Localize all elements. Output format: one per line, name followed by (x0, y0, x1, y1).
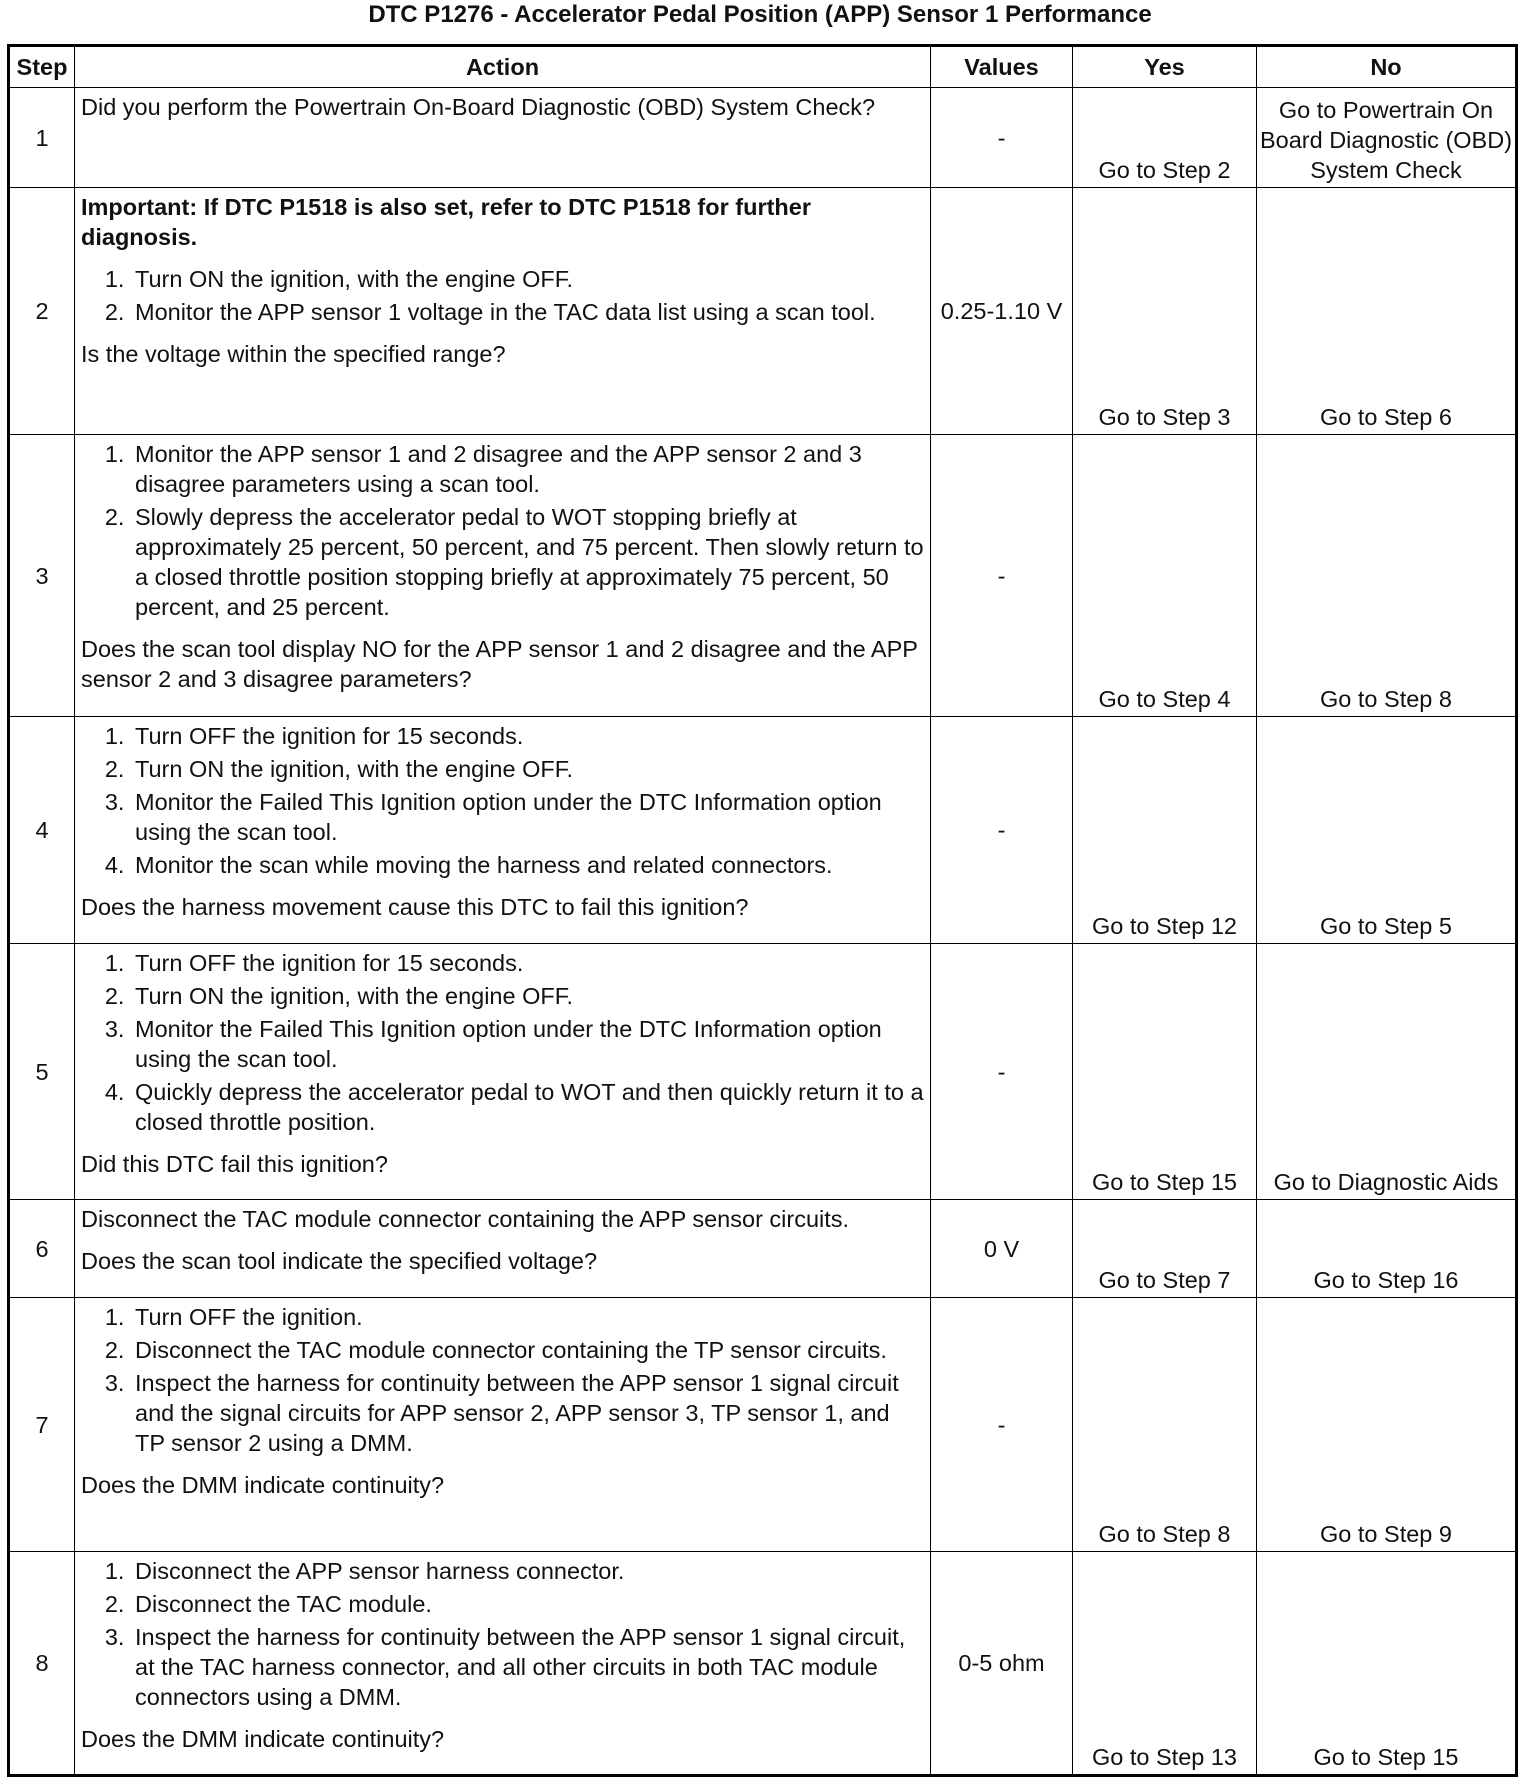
list-item: 3. Inspect the harness for continuity between the APP sensor 1 signal circuit, at the TAC harness connector, and all other circuits in both TAC module connectors using a DMM. (131, 1622, 924, 1712)
step-list (81, 721, 924, 880)
important-note: Important: If DTC P1518 is also set, refer to DTC P1518 for further diagnosis. (81, 194, 811, 250)
question-text: Is the voltage within the specified range? (81, 341, 506, 367)
header-no: No (1257, 46, 1517, 88)
no-cell: Go to Step 6 (1257, 188, 1517, 435)
action-text: Disconnect the TAC module connector containing the APP sensor circuits. (81, 1206, 850, 1232)
list-item: 2. Slowly depress the accelerator pedal to WOT stopping briefly at approximately 25 percent, 50 percent, and 75 percent. Then slowly return to a closed throttle position stopping briefly at approximately 75 percent, 50 percent, and 25 percent. (131, 502, 924, 622)
table-row (9, 435, 1517, 717)
table-row (9, 717, 1517, 944)
step-number: 3 (9, 435, 75, 717)
yes-cell: Go to Step 4 (1073, 435, 1257, 717)
action-cell (75, 435, 931, 717)
header-yes: Yes (1073, 46, 1257, 88)
table-row (9, 88, 1517, 188)
header-row (9, 46, 1517, 88)
no-cell: Go to Step 15 (1257, 1552, 1517, 1776)
yes-cell: Go to Step 7 (1073, 1200, 1257, 1298)
yes-cell: Go to Step 3 (1073, 188, 1257, 435)
list-item: 2. Turn ON the ignition, with the engine OFF. (131, 981, 924, 1011)
value-cell: 0-5 ohm (931, 1552, 1073, 1776)
list-item: 1. Turn OFF the ignition. (131, 1302, 924, 1332)
list-item: 1. Turn OFF the ignition for 15 seconds. (131, 948, 924, 978)
value-cell: - (931, 435, 1073, 717)
no-cell: Go to Powertrain On Board Diagnostic (OBD) System Check (1257, 88, 1517, 188)
step-number: 2 (9, 188, 75, 435)
page-title: DTC P1276 - Accelerator Pedal Position (APP) Sensor 1 Performance (368, 1, 1152, 28)
action-cell (75, 1200, 931, 1298)
step-list (81, 264, 924, 327)
yes-cell: Go to Step 12 (1073, 717, 1257, 944)
no-cell: Go to Step 16 (1257, 1200, 1517, 1298)
question-text: Does the DMM indicate continuity? (81, 1726, 445, 1752)
list-item: 4. Monitor the scan while moving the harness and related connectors. (131, 850, 924, 880)
table-row (9, 188, 1517, 435)
step-list (81, 1556, 924, 1712)
step-list (81, 948, 924, 1137)
action-cell (75, 188, 931, 435)
value-cell: - (931, 88, 1073, 188)
action-cell (75, 88, 931, 188)
list-item: 2. Disconnect the TAC module connector containing the TP sensor circuits. (131, 1335, 924, 1365)
step-list (81, 439, 924, 622)
yes-cell: Go to Step 8 (1073, 1298, 1257, 1552)
action-cell (75, 1298, 931, 1552)
list-item: 3. Monitor the Failed This Ignition option under the DTC Information option using the scan tool. (131, 1014, 924, 1074)
list-item: 4. Quickly depress the accelerator pedal to WOT and then quickly return it to a closed throttle position. (131, 1077, 924, 1137)
list-item: 2. Disconnect the TAC module. (131, 1589, 924, 1619)
value-cell: - (931, 944, 1073, 1200)
table-row (9, 1552, 1517, 1776)
no-cell: Go to Step 5 (1257, 717, 1517, 944)
step-number: 6 (9, 1200, 75, 1298)
header-step: Step (9, 46, 75, 88)
action-cell (75, 717, 931, 944)
no-cell: Go to Diagnostic Aids (1257, 944, 1517, 1200)
step-number: 5 (9, 944, 75, 1200)
step-number: 4 (9, 717, 75, 944)
value-cell: 0 V (931, 1200, 1073, 1298)
list-item: 1. Turn OFF the ignition for 15 seconds. (131, 721, 924, 751)
list-item: 3. Inspect the harness for continuity between the APP sensor 1 signal circuit and the signal circuits for APP sensor 2, APP sensor 3, TP sensor 1, and TP sensor 2 using a DMM. (131, 1368, 924, 1458)
diagnostic-table (7, 44, 1518, 1777)
list-item: 1. Disconnect the APP sensor harness connector. (131, 1556, 924, 1586)
action-cell (75, 944, 931, 1200)
question-text: Does the harness movement cause this DTC to fail this ignition? (81, 894, 749, 920)
yes-cell: Go to Step 13 (1073, 1552, 1257, 1776)
table-row (9, 944, 1517, 1200)
question-text: Does the DMM indicate continuity? (81, 1472, 445, 1498)
action-cell (75, 1552, 931, 1776)
step-number: 7 (9, 1298, 75, 1552)
list-item: 2. Monitor the APP sensor 1 voltage in the TAC data list using a scan tool. (131, 297, 924, 327)
question-text: Does the scan tool indicate the specified voltage? (81, 1248, 598, 1274)
table-row (9, 1298, 1517, 1552)
list-item: 2. Turn ON the ignition, with the engine OFF. (131, 754, 924, 784)
header-values: Values (931, 46, 1073, 88)
step-number: 8 (9, 1552, 75, 1776)
no-cell: Go to Step 8 (1257, 435, 1517, 717)
value-cell: 0.25-1.10 V (931, 188, 1073, 435)
question-text: Does the scan tool display NO for the APP sensor 1 and 2 disagree and the APP sensor 2 and 3 disagree parameters? (81, 636, 918, 692)
table-row (9, 1200, 1517, 1298)
step-list (81, 1302, 924, 1458)
value-cell: - (931, 1298, 1073, 1552)
yes-cell: Go to Step 2 (1073, 88, 1257, 188)
yes-cell: Go to Step 15 (1073, 944, 1257, 1200)
step-number: 1 (9, 88, 75, 188)
header-action: Action (75, 46, 931, 88)
list-item: 3. Monitor the Failed This Ignition option under the DTC Information option using the scan tool. (131, 787, 924, 847)
list-item: 1. Turn ON the ignition, with the engine OFF. (131, 264, 924, 294)
list-item: 1. Monitor the APP sensor 1 and 2 disagree and the APP sensor 2 and 3 disagree parameters using a scan tool. (131, 439, 924, 499)
question-text: Did this DTC fail this ignition? (81, 1151, 388, 1177)
no-cell: Go to Step 9 (1257, 1298, 1517, 1552)
value-cell: - (931, 717, 1073, 944)
action-text: Did you perform the Powertrain On-Board Diagnostic (OBD) System Check? (81, 94, 876, 120)
